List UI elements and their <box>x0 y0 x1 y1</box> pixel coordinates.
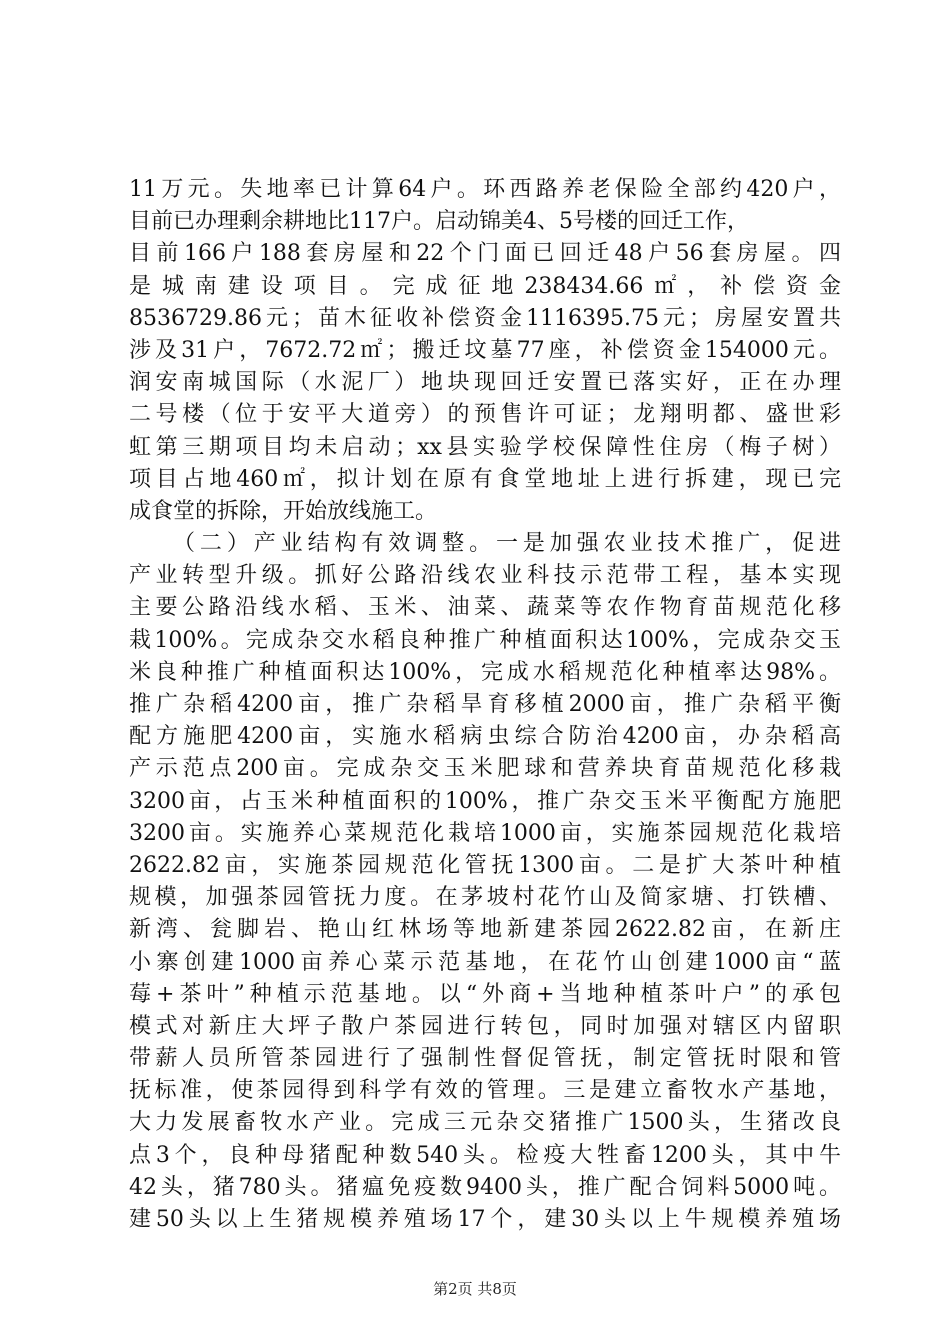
text-line: 目前166户188套房屋和22个门面已回迁48户56套房屋。四 <box>129 241 841 267</box>
text-line: 规模，加强茶园管抚力度。在茅坡村花竹山及简家塘、打铁槽、 <box>129 885 841 911</box>
text-line: 3200亩，占玉米种植面积的100%，推广杂交玉米平衡配方施肥 <box>129 788 841 814</box>
text-line: 点3个，良种母猪配种数540头。检疫大牲畜1200头，其中牛 <box>129 1142 841 1168</box>
text-line: 米良种推广种植面积达100%，完成水稻规范化种植率达98%。 <box>129 659 841 685</box>
text-line: 成食堂的拆除，开始放线施工。 <box>129 498 438 524</box>
text-line: 8536729.86元；苗木征收补偿资金1116395.75元；房屋安置共 <box>129 305 841 331</box>
text-line: 产业转型升级。抓好公路沿线农业科技示范带工程，基本实现 <box>129 563 841 589</box>
text-line: 11万元。失地率已计算64户。环西路养老保险全部约420户， <box>129 177 841 202</box>
text-line: 2622.82亩，实施茶园规范化管抚1300亩。二是扩大茶叶种植 <box>129 852 841 878</box>
text-line: 小寨创建1000亩养心菜示范基地，在花竹山创建1000亩“蓝 <box>129 949 841 975</box>
page-number-footer: 第2页 共8页 <box>433 1280 517 1298</box>
text-line: 新湾、瓮脚岩、艳山红林场等地新建茶园2622.82亩，在新庄 <box>129 917 841 943</box>
paragraph-first-line: （二）产业结构有效调整。一是加强农业技术推广，促进 <box>173 531 841 557</box>
text-line: 二号楼（位于安平大道旁）的预售许可证；龙翔明都、盛世彩 <box>129 402 841 428</box>
text-line: 建50头以上生猪规模养殖场17个，建30头以上牛规模养殖场 <box>129 1207 841 1232</box>
text-line: 模式对新庄大坪子散户茶园进行转包，同时加强对辖区内留职 <box>129 1013 841 1039</box>
text-line: 项目占地460㎡，拟计划在原有食堂地址上进行拆建，现已完 <box>129 466 841 492</box>
text-line: 42头，猪780头。猪瘟免疫数9400头，推广配合饲料5000吨。 <box>129 1174 841 1200</box>
text-line: 目前已办理剩余耕地比117户。启动锦美4、5号楼的回迁工作， <box>129 209 749 235</box>
text-line: 抚标准，使茶园得到科学有效的管理。三是建立畜牧水产基地， <box>129 1078 841 1104</box>
text-line: 虹第三期项目均未启动；xx县实验学校保障性住房（梅子树） <box>129 434 841 460</box>
text-line: 推广杂稻4200亩，推广杂稻旱育移植2000亩，推广杂稻平衡 <box>129 692 841 717</box>
text-line: 涉及31户，7672.72㎡；搬迁坟墓77座，补偿资金154000元。 <box>129 337 841 363</box>
text-line: 主要公路沿线水稻、玉米、油菜、蔬菜等农作物育苗规范化移 <box>129 595 841 621</box>
text-line: 带薪人员所管茶园进行了强制性督促管抚，制定管抚时限和管 <box>129 1046 841 1072</box>
text-line: 莓+茶叶”种植示范基地。以“外商+当地种植茶叶户”的承包 <box>129 981 841 1007</box>
text-line: 栽100%。完成杂交水稻良种推广种植面积达100%，完成杂交玉 <box>129 627 841 653</box>
text-line: 产示范点200亩。完成杂交玉米肥球和营养块育苗规范化移栽 <box>129 756 841 782</box>
text-line: 润安南城国际（水泥厂）地块现回迁安置已落实好，正在办理 <box>129 370 841 396</box>
text-line: 3200亩。实施养心菜规范化栽培1000亩，实施茶园规范化栽培 <box>129 820 841 846</box>
text-line: 是城南建设项目。完成征地238434.66㎡，补偿资金 <box>129 273 841 299</box>
text-line: 大力发展畜牧水产业。完成三元杂交猪推广1500头，生猪改良 <box>129 1110 841 1136</box>
text-line: 配方施肥4200亩，实施水稻病虫综合防治4200亩，办杂稻高 <box>129 724 841 750</box>
body-text <box>129 174 841 1236</box>
